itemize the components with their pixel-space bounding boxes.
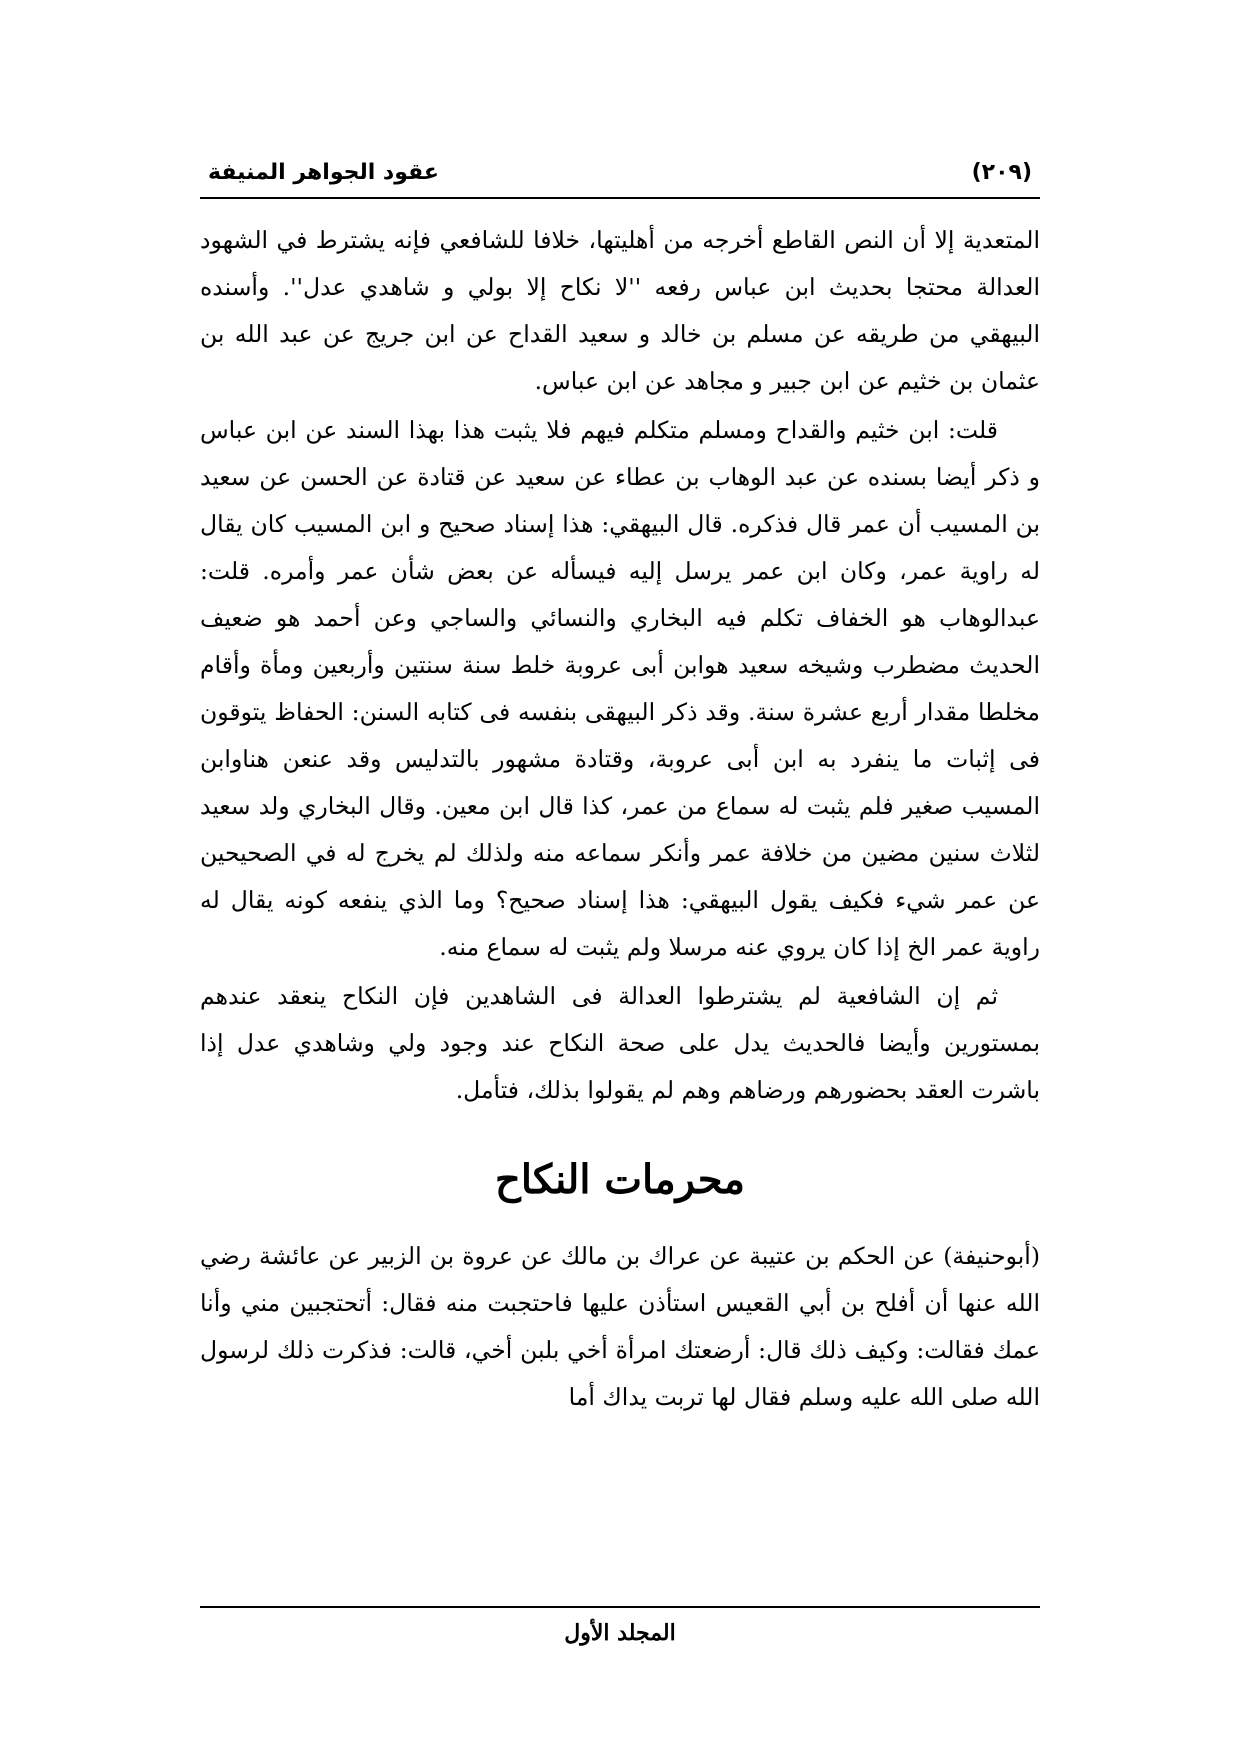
book-title: عقود الجواهر المنيفة xyxy=(208,160,439,185)
chapter-title: محرمات النكاح xyxy=(495,1156,745,1203)
page-header xyxy=(200,160,1040,195)
page-number: (٢٠٩) xyxy=(971,160,1032,185)
page-footer xyxy=(200,1606,1040,1646)
paragraph: ثم إن الشافعية لم يشترطوا العدالة فى الشاهدين فإن النكاح ينعقد عندهم بمستورين وأيضا فالحديث يدل على صحة النكاح عند وجود ولي وشاهدي عدل إذا باشرت العقد بحضورهم ورضاهم وهم لم يقولوا بذلك، فتأمل. xyxy=(200,982,1040,1104)
paragraph: قلت: ابن خثيم والقداح ومسلم متكلم فيهم فلا يثبت هذا بهذا السند عن ابن عباس و ذكر أيضا بسنده عن عبد الوهاب بن عطاء عن سعيد عن قتادة عن الحسن عن سعيد بن المسيب أن عمر قال فذكره. قال البيهقي: هذا إسناد صحيح و ابن المسيب كان يقال له راوية عمر، وكان ابن عمر يرسل إليه فيسأله عن بعض شأن عمر وأمره. قلت: عبدالوهاب هو الخفاف تكلم فيه البخاري والنسائي والساجي وعن أحمد هو ضعيف الحديث مضطرب وشيخه سعيد هوابن أبى عروبة خلط سنة سنتين وأربعين ومأة وأقام مخلطا مقدار أربع عشرة سنة. وقد ذكر البيهقى بنفسه فى كتابه السنن: الحفاظ يتوقون فى إثبات ما ينفرد به ابن أبى عروبة، وقتادة مشهور بالتدليس وقد عنعن هناوابن المسيب صغير فلم يثبت له سماع من عمر، كذا قال ابن معين. وقال البخاري ولد سعيد لثلاث سنين مضين من خلافة عمر وأنكر سماعه منه ولذلك لم يخرج له في الصحيحين عن عمر شيء فكيف يقول البيهقي: هذا إسناد صحيح؟ وما الذي ينفعه كونه يقال له راوية عمر الخ إذا كان يروي عنه مرسلا ولم يثبت له سماع منه. xyxy=(200,416,1040,961)
page-content xyxy=(200,160,1040,1624)
volume-label: المجلد الأول xyxy=(564,1620,676,1646)
paragraph: المتعدية إلا أن النص القاطع أخرجه من أهليتها، خلافا للشافعي فإنه يشترط في الشهود العدالة محتجا بحديث ابن عباس رفعه ''لا نكاح إلا بولي و شاهدي عدل''. وأسنده البيهقي من طريقه عن مسلم بن خالد و سعيد القداح عن ابن جريج عن عبد الله بن عثمان بن خثيم عن ابن جبير و مجاهد عن ابن عباس. xyxy=(200,226,1040,395)
header-divider xyxy=(200,197,1040,199)
paragraph: (أبوحنيفة) عن الحكم بن عتيبة عن عراك بن مالك عن عروة بن الزبير عن عائشة رضي الله عنها أن أفلح بن أبي القعيس استأذن عليها فاحتجبت منه فقال: أتحتجبين مني وأنا عمك فقالت: وكيف ذلك قال: أرضعتك امرأة أخي بلبن أخي، قالت: فذكرت ذلك لرسول الله صلى الله عليه وسلم فقال لها تربت يداك أما xyxy=(200,1242,1040,1411)
body-text xyxy=(200,217,1040,1421)
